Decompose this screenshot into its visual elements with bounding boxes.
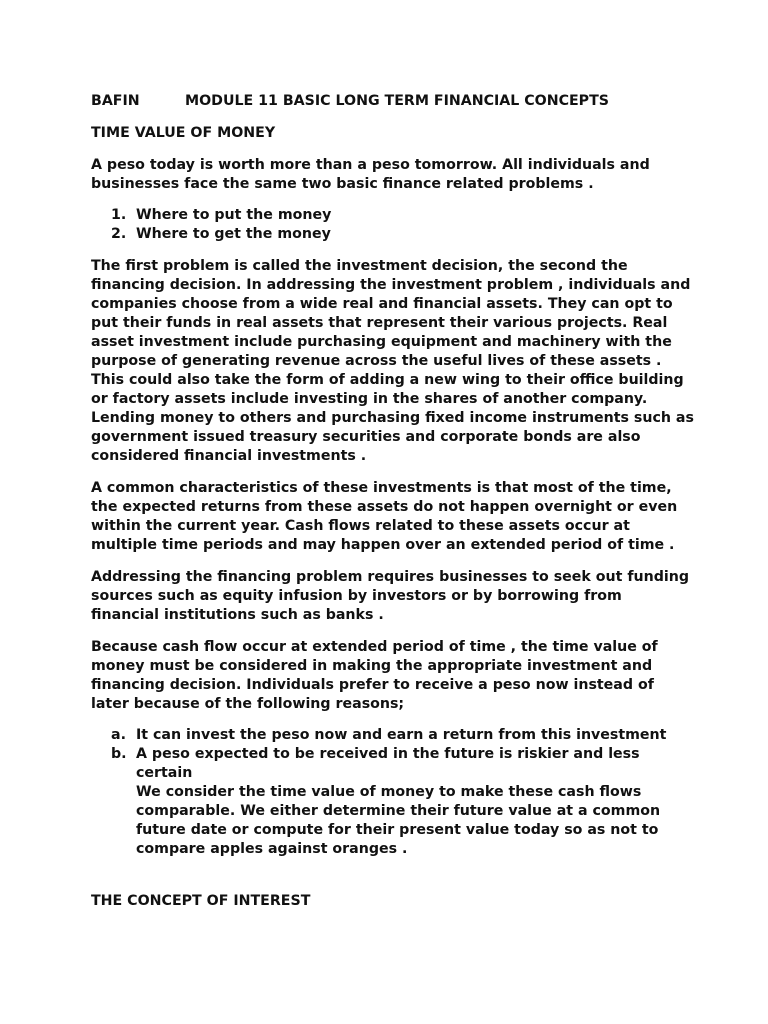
list-item-line: It can invest the peso now and earn a return from this investment	[136, 727, 667, 743]
paragraph-line: money must be considered in making the appropriate investment and	[91, 658, 653, 674]
investment-characteristics-paragraph	[91, 479, 691, 555]
comparability-paragraph	[136, 783, 691, 859]
numbered-list-item	[111, 206, 691, 225]
section-title-concept-of-interest: THE CONCEPT OF INTEREST	[91, 893, 311, 909]
paragraph-line: sources such as equity infusion by investors or by borrowing from	[91, 588, 622, 604]
paragraph-line: financing decision. Individuals prefer to receive a peso now instead of	[91, 677, 654, 693]
paragraph-line: Because cash flow occur at extended period of time , the time value of	[91, 639, 658, 655]
paragraph-line: considered financial investments .	[91, 448, 367, 464]
paragraph-line: The first problem is called the investment decision, the second the	[91, 258, 628, 274]
document-header	[91, 92, 691, 111]
lettered-list	[111, 726, 691, 783]
paragraph-line: We consider the time value of money to make these cash flows	[136, 784, 642, 800]
course-code: BAFIN	[91, 93, 140, 109]
list-item-text	[136, 726, 666, 745]
numbered-list	[111, 206, 691, 244]
paragraph-line: or factory assets include investing in the shares of another company.	[91, 391, 648, 407]
paragraph-line: multiple time periods and may happen over an extended period of time .	[91, 537, 675, 553]
paragraph-line: Lending money to others and purchasing fixed income instruments such as	[91, 410, 694, 426]
paragraph-line: within the current year. Cash flows related to these assets occur at	[91, 518, 630, 534]
paragraph-line: asset investment include purchasing equipment and machinery with the	[91, 334, 672, 350]
financing-problem-paragraph	[91, 568, 691, 625]
paragraph-line: comparable. We either determine their future value at a common	[136, 803, 661, 819]
paragraph-line: the expected returns from these assets do not happen overnight or even	[91, 499, 678, 515]
intro-paragraph-line: A peso today is worth more than a peso tomorrow. All individuals and	[91, 157, 650, 173]
paragraph-line: purpose of generating revenue across the useful lives of these assets .	[91, 353, 662, 369]
paragraph-line: companies choose from a wide real and financial assets. They can opt to	[91, 296, 673, 312]
intro-paragraph	[91, 156, 691, 194]
intro-paragraph-line: businesses face the same two basic finance related problems .	[91, 176, 594, 192]
paragraph-line: compare apples against oranges .	[136, 841, 408, 857]
section-title-time-value-of-money: TIME VALUE OF MONEY	[91, 125, 276, 141]
paragraph-line: put their funds in real assets that represent their various projects. Real	[91, 315, 668, 331]
numbered-list-item	[111, 225, 691, 244]
paragraph-line: government issued treasury securities and corporate bonds are also	[91, 429, 641, 445]
list-marker: 1.	[111, 207, 127, 223]
paragraph-line: A common characteristics of these investments is that most of the time,	[91, 480, 672, 496]
list-item-text: Where to get the money	[136, 226, 331, 242]
module-title: MODULE 11 BASIC LONG TERM FINANCIAL CONCEPTS	[185, 93, 609, 109]
list-item-text: Where to put the money	[136, 207, 332, 223]
paragraph-line: financial institutions such as banks .	[91, 607, 384, 623]
list-item-line: certain	[136, 765, 193, 781]
paragraph-line: financing decision. In addressing the investment problem , individuals and	[91, 277, 691, 293]
document-page	[91, 88, 694, 911]
paragraph-line: Addressing the financing problem requires businesses to seek out funding	[91, 569, 689, 585]
lettered-list-item	[111, 745, 691, 783]
paragraph-line: later because of the following reasons;	[91, 696, 405, 712]
paragraph-line: future date or compute for their present value today so as not to	[136, 822, 659, 838]
investment-decision-paragraph	[91, 257, 694, 466]
paragraph-line: This could also take the form of adding a new wing to their office building	[91, 372, 684, 388]
list-marker: a.	[111, 727, 126, 743]
lettered-list-item	[111, 726, 691, 745]
cash-flow-timing-paragraph	[91, 638, 691, 714]
list-item-text	[136, 745, 640, 783]
list-item-line: A peso expected to be received in the future is riskier and less	[136, 746, 640, 762]
list-marker: b.	[111, 746, 127, 762]
list-marker: 2.	[111, 226, 127, 242]
